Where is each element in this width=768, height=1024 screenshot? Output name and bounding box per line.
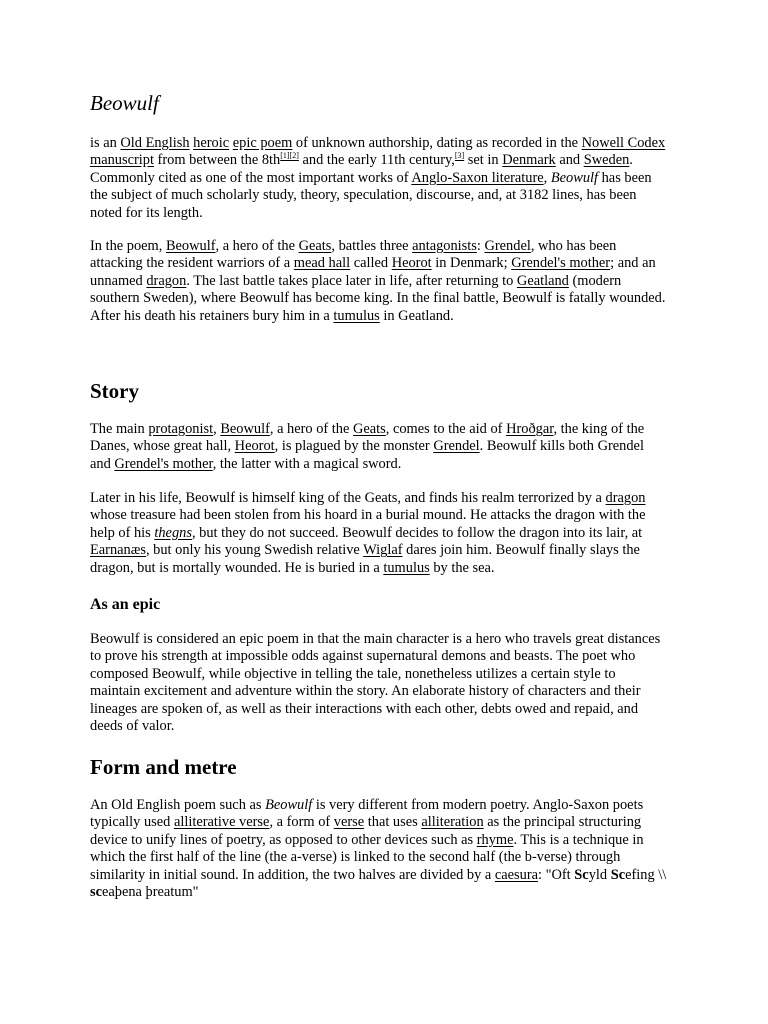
text-run: ; and an unnamed <box>90 255 656 289</box>
story-paragraph-1 <box>90 421 668 473</box>
link-heroic[interactable]: heroic <box>193 135 230 151</box>
link-denmark[interactable]: Denmark <box>502 152 556 169</box>
text-run: that uses <box>364 814 422 831</box>
text-run: , <box>543 169 551 186</box>
text-run: is an <box>90 135 121 151</box>
text-run: The main <box>90 421 149 437</box>
text-run: , the latter with a magical sword. <box>212 455 402 472</box>
text-run: yld <box>588 866 611 883</box>
link-manuscript[interactable]: manuscript <box>90 152 154 169</box>
text-run: , is plagued by the monster <box>274 438 434 455</box>
text-run: , the king of the Danes, whose great hall, <box>90 421 645 455</box>
text-run: , a hero of the <box>215 238 299 254</box>
text-run: In the poem, <box>90 238 166 254</box>
text-run: from between the 8th <box>153 152 281 169</box>
citation-ref-1[interactable]: [1] <box>280 151 290 161</box>
text-run: as the principal structuring device to unify lines of poetry, as opposed to other devices such as <box>90 814 642 848</box>
intro-paragraph-2 <box>90 238 668 325</box>
text-run: . Beowulf kills both Grendel and <box>90 438 644 472</box>
text-run: : <box>476 238 485 254</box>
link-grendels-mother[interactable]: Grendel's mother <box>511 255 611 272</box>
text-run: , a form of <box>269 814 334 831</box>
link-heorot[interactable]: Heorot <box>391 255 432 272</box>
text-run: . Commonly cited as one of the most important works of <box>90 152 633 186</box>
link-nowell-codex[interactable]: Nowell Codex <box>581 135 666 151</box>
link-alliteration[interactable]: alliteration <box>421 814 484 831</box>
link-anglo-saxon-literature[interactable]: Anglo-Saxon literature <box>411 169 544 186</box>
link-dragon[interactable]: dragon <box>605 490 646 506</box>
text-run: efing \\ <box>625 866 667 883</box>
bold-alliteration-sc: sc <box>90 884 102 901</box>
text-run: dares join him. Beowulf finally slays the dragon, but is mortally wounded. He is buried in a <box>90 542 640 576</box>
text-run: An Old English poem such as <box>90 797 266 813</box>
text-run: , but only his young Swedish relative <box>145 542 364 559</box>
text-run: has been the subject of much scholarly study, theory, speculation, discourse, and, at 3182 lines, has been noted for its length. <box>90 169 652 221</box>
intro-paragraph-1 <box>90 135 668 222</box>
text-run: , a hero of the <box>269 421 353 437</box>
text-run: in Denmark; <box>431 255 512 272</box>
link-heorot[interactable]: Heorot <box>234 438 275 455</box>
document-title: Beowulf <box>90 91 159 115</box>
text-run: eaþena þreatum" <box>102 884 199 901</box>
link-old-english[interactable]: Old English <box>120 135 190 151</box>
text-run: and <box>555 152 584 169</box>
italic-beowulf: Beowulf <box>550 169 599 186</box>
link-grendel[interactable]: Grendel <box>433 438 480 455</box>
link-epic-poem[interactable]: epic poem <box>232 135 293 151</box>
link-dragon[interactable]: dragon <box>146 272 187 289</box>
text-run: : "Oft <box>538 866 575 883</box>
text-run: , battles three <box>331 238 413 254</box>
link-beowulf[interactable]: Beowulf <box>220 421 270 437</box>
form-paragraph-1 <box>90 797 668 901</box>
text-run: (modern southern Sweden), where Beowulf has become king. In the final battle, Beowulf is fatally wounded. After his death his retainers bury him in a <box>90 272 666 324</box>
link-rhyme[interactable]: rhyme <box>476 831 514 848</box>
text-run: whose treasure had been stolen from his hoard in a burial mound. He attacks the dragon with the help of his <box>90 507 646 541</box>
text-run: in Geatland. <box>379 307 454 324</box>
link-thegns[interactable]: thegns <box>154 524 192 541</box>
link-caesura[interactable]: caesura <box>494 866 539 883</box>
link-protagonist[interactable]: protagonist <box>148 421 214 437</box>
text-run: . The last battle takes place later in life, after returning to <box>186 272 517 289</box>
text-run: , comes to the aid of <box>385 421 507 437</box>
link-sweden[interactable]: Sweden <box>583 152 630 169</box>
link-grendels-mother[interactable]: Grendel's mother <box>114 455 213 472</box>
section-heading-story: Story <box>90 379 139 403</box>
story-paragraph-2 <box>90 490 668 577</box>
italic-beowulf: Beowulf <box>265 797 313 813</box>
bold-alliteration-sc: Sc <box>610 866 626 883</box>
text-run: Later in his life, Beowulf is himself king of the Geats, and finds his realm terrorized by a <box>90 490 606 506</box>
text-run: set in <box>464 152 503 169</box>
link-wiglaf[interactable]: Wiglaf <box>363 542 403 559</box>
section-heading-as-an-epic: As an epic <box>90 596 161 613</box>
text-run: called <box>350 255 392 272</box>
text-run: , who has been attacking the resident warriors of a <box>90 238 617 272</box>
link-beowulf[interactable]: Beowulf <box>165 238 216 254</box>
link-hrothgar[interactable]: Hroðgar <box>506 421 554 437</box>
link-antagonists[interactable]: antagonists <box>412 238 477 254</box>
link-geatland[interactable]: Geatland <box>516 272 569 289</box>
text-run: . This is a technique in which the first half of the line (the a-verse) is linked to the second half (the b-verse) through similarity in initial sound. In addition, the two halves are divided by a <box>90 831 644 883</box>
link-earnanaes[interactable]: Earnanæs <box>90 542 146 559</box>
text-run: , <box>213 421 221 437</box>
text-run: , but they do not succeed. Beowulf decides to follow the dragon into its lair, at <box>191 524 643 541</box>
text-run: of unknown authorship, dating as recorded in the <box>292 135 582 151</box>
link-tumulus[interactable]: tumulus <box>383 559 430 576</box>
text-run: by the sea. <box>429 559 495 576</box>
citation-ref-2[interactable]: [2] <box>289 151 299 161</box>
link-tumulus[interactable]: tumulus <box>333 307 380 324</box>
bold-alliteration-sc: Sc <box>574 866 589 883</box>
citation-ref-3[interactable]: [3] <box>454 151 465 161</box>
text-run: and the early 11th century, <box>298 152 455 169</box>
link-alliterative-verse[interactable]: alliterative verse <box>173 814 270 831</box>
text-run: is very different from modern poetry. Anglo-Saxon poets typically used <box>90 797 644 831</box>
link-verse[interactable]: verse <box>333 814 365 831</box>
epic-paragraph-1: Beowulf is considered an epic poem in that the main character is a hero who travels great distances to prove his strength at impossible odds against supernatural demons and beasts. The poet who composed Beowulf, while objective in telling the tale, nonetheless utilizes a certain style to maintain excitement and adventure within the story. An elaborate history of characters and their lineages are spoken of, as well as their interactions with each other, debts owed and repaid, and deeds of valor. <box>90 631 661 735</box>
link-mead-hall[interactable]: mead hall <box>293 255 351 272</box>
link-geats[interactable]: Geats <box>298 238 332 254</box>
link-geats[interactable]: Geats <box>353 421 386 437</box>
section-heading-form-and-metre: Form and metre <box>90 755 237 779</box>
link-grendel[interactable]: Grendel <box>484 238 531 254</box>
